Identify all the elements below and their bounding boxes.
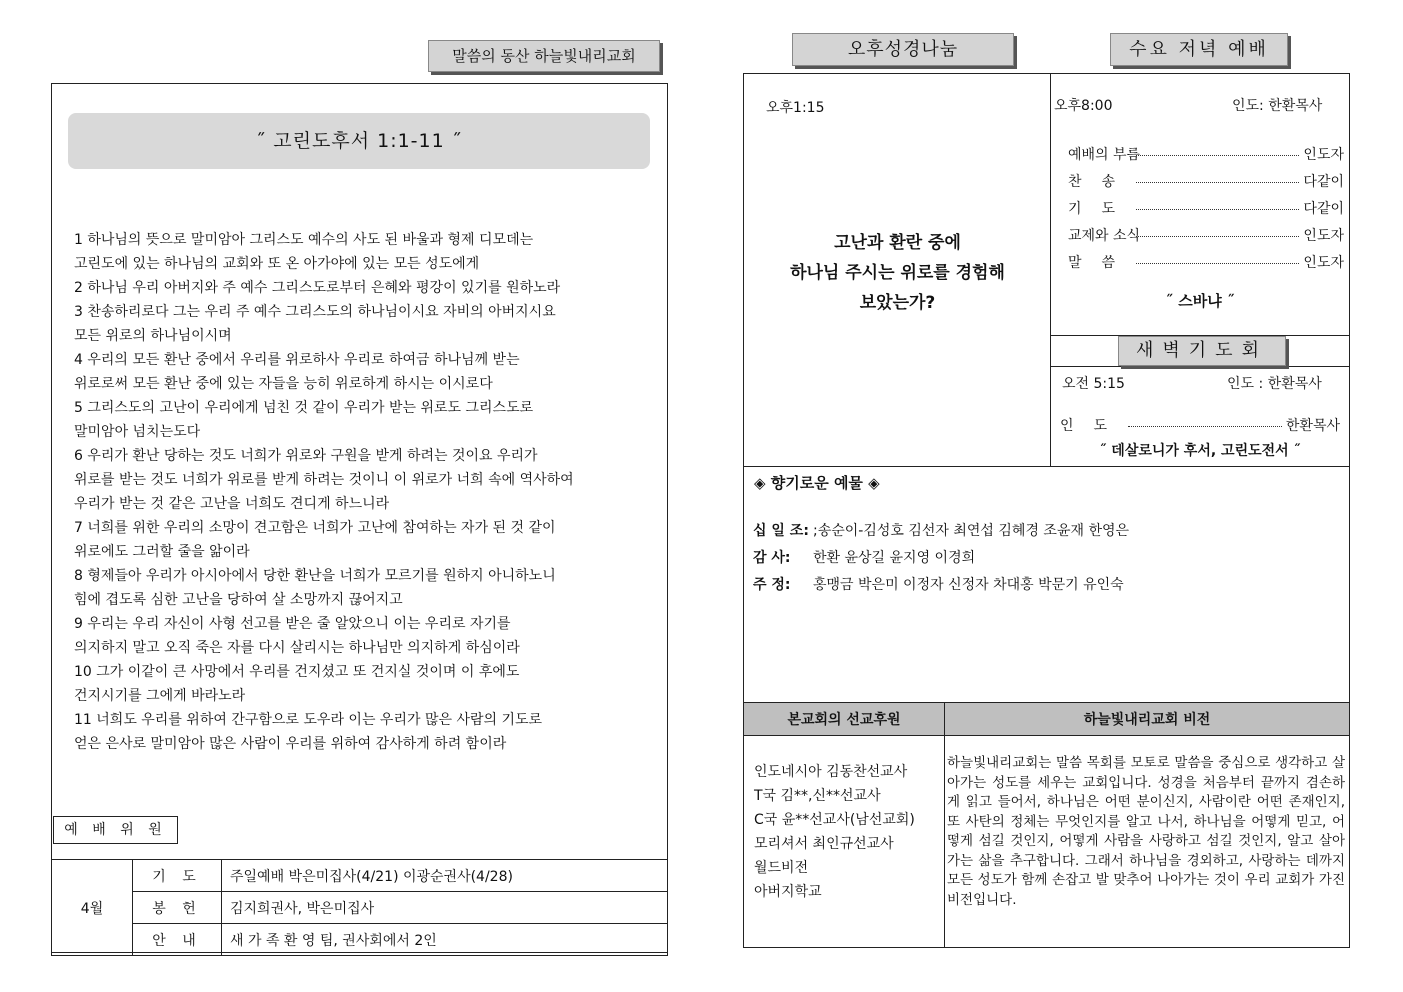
verse-line: 의지하지 말고 오직 죽은 자를 다시 살리시는 하나님만 의지하게 하심이라 — [74, 640, 520, 656]
order-item: 교제와 소식 — [1068, 227, 1141, 244]
verse-line: 7 너희를 위한 우리의 소망이 견고함은 너희가 고난에 참여하는 자가 된 것 같이 — [74, 520, 556, 536]
dawn-prayer-tab: 새벽기도회 — [1118, 336, 1286, 366]
staff-month: 4월 — [52, 860, 133, 956]
wednesday-leader: 인도: 한환목사 — [1232, 98, 1323, 114]
mission-item: 아버지학교 — [754, 884, 822, 900]
order-item: 인도 — [1060, 417, 1128, 434]
verse-line: 6 우리가 환난 당하는 것도 너희가 위로와 구원을 받게 하려는 것이요 우리가 — [74, 448, 538, 464]
offering-label: 십 일 조: — [753, 523, 809, 539]
order-item: 예배의 부름 — [1068, 146, 1141, 163]
verse-line: 고린도에 있는 하나님의 교회와 또 온 아가야에 있는 모든 성도에게 — [74, 256, 480, 272]
wednesday-service-tab: 수요 저녁 예배 — [1110, 33, 1288, 66]
order-row — [1068, 248, 1344, 275]
vision-text: 하늘빛내리교회는 말씀 목회를 모토로 말씀을 중심으로 생각하고 살아가는 성도를 세우는 교회입니다. 성경을 처음부터 끝까지 겸손하게 읽고 들어서, 하나님은 어떤 분이신지, 사람이란 어떤 존재인지, 또 사탄의 정체는 무엇인지를 알고 나서, 하나님을 어떻게 믿고, 어떻게 섬길 것인지, 어떻게 사람을 사랑하고 섬길 것인지, 알고 살아가는 삶을 추구합니다. 그래서 하나님을 경외하고, 사랑하는 데까지 모든 성도가 함께 손잡고 발 맞추어 나아가는 것이 우리 교회가 가진 비전입니다. — [945, 736, 1350, 948]
verse-line: 8 형제들아 우리가 아시아에서 당한 환난을 너희가 모르기를 원하지 아니하노니 — [74, 568, 556, 584]
verse-line: 5 그리스도의 고난이 우리에게 넘친 것 같이 우리가 받는 위로도 그리스도로 — [74, 400, 534, 416]
order-who: 한환목사 — [1285, 417, 1340, 434]
verse-line: 모든 위로의 하나님이시며 — [74, 328, 232, 344]
offering-row — [753, 572, 1343, 599]
mission-item: 월드비전 — [754, 860, 809, 876]
worship-staff-label: 예 배 위 원 — [53, 816, 178, 844]
verse-line: 말미암아 넘치는도다 — [74, 424, 201, 440]
order-who: 인도자 — [1303, 227, 1344, 244]
mission-item: 인도네시아 김동찬선교사 — [754, 764, 908, 780]
wednesday-sermon-book: ˝ 스바냐 ˝ — [1165, 292, 1235, 310]
staff-row — [52, 860, 668, 892]
order-row — [1068, 167, 1344, 194]
offering-names: ;송순이-김성호 김선자 최연섭 김혜경 조윤재 한영은 — [813, 523, 1130, 539]
staff-role: 기 도 — [133, 860, 222, 892]
church-name-tag: 말씀의 동산 하늘빛내리교회 — [428, 40, 660, 72]
verse-line: 4 우리의 모든 환난 중에서 우리를 위로하사 우리로 하여금 하나님께 받는 — [74, 352, 520, 368]
offering-row — [753, 545, 1343, 572]
order-item: 기도 — [1068, 200, 1136, 217]
staff-row — [52, 924, 668, 956]
offering-list — [753, 518, 1343, 599]
verse-line: 위로에도 그러할 줄을 앎이라 — [74, 544, 250, 560]
verse-line: 3 찬송하리로다 그는 우리 주 예수 그리스도의 하나님이시요 자비의 아버지시요 — [74, 304, 556, 320]
verse-line: 1 하나님의 뜻으로 말미암아 그리스도 예수의 사도 된 바울과 형제 디모데는 — [74, 232, 534, 248]
afternoon-bible-tab: 오후성경나눔 — [792, 33, 1014, 66]
order-who: 인도자 — [1303, 146, 1344, 163]
offering-row — [753, 518, 1343, 545]
verse-line: 2 하나님 우리 아버지와 주 예수 그리스도로부터 은혜와 평강이 있기를 원하노라 — [74, 280, 561, 296]
vision-header: 하늘빛내리교회 비전 — [945, 703, 1350, 736]
topic-line: 하나님 주시는 위로를 경험해 — [790, 263, 1005, 283]
missions-list — [744, 736, 945, 948]
dawn-time: 오전 5:15 — [1062, 376, 1125, 392]
missions-header: 본교회의 선교후원 — [744, 703, 945, 736]
worship-staff-table — [51, 859, 668, 956]
afternoon-time: 오후1:15 — [766, 100, 825, 116]
dawn-leader: 인도 : 한환목사 — [1227, 376, 1322, 392]
order-who: 인도자 — [1303, 254, 1344, 271]
order-item: 말씀 — [1068, 254, 1136, 271]
offering-label: 감 사: — [753, 550, 791, 566]
topic-line: 고난과 환란 중에 — [834, 233, 961, 253]
staff-role: 봉 헌 — [133, 892, 222, 924]
order-row — [1068, 194, 1344, 221]
staff-row — [52, 892, 668, 924]
verse-line: 11 너희도 우리를 위하여 간구함으로 도우라 이는 우리가 많은 사람의 기도로 — [74, 712, 543, 728]
mission-item: 모리셔서 최인규선교사 — [754, 836, 894, 852]
order-row — [1068, 221, 1344, 248]
verse-line: 힘에 겹도록 심한 고난을 당하여 살 소망까지 끊어지고 — [74, 592, 403, 608]
topic-line: 보았는가? — [859, 293, 936, 313]
verse-line: 위로를 받는 것도 너희가 위로를 받게 하려는 것이니 이 위로가 너희 속에 역사하여 — [74, 472, 574, 488]
offering-names: 한환 윤상길 윤지영 이경희 — [813, 550, 976, 566]
staff-value: 김지희권사, 박은미집사 — [222, 892, 668, 924]
scripture-verses — [74, 228, 664, 756]
offering-names: 홍맹금 박은미 이정자 신정자 차대홍 박문기 유인숙 — [813, 577, 1124, 593]
section-divider — [743, 466, 1350, 467]
staff-role: 안 내 — [133, 924, 222, 956]
verse-line: 우리가 받는 것 같은 고난을 너희도 견디게 하느니라 — [74, 496, 390, 512]
wednesday-order — [1068, 140, 1344, 275]
verse-line: 10 그가 이같이 큰 사망에서 우리를 건지셨고 또 건지실 것이며 이 후에도 — [74, 664, 520, 680]
verse-line: 위로로써 모든 환난 중에 있는 자들을 능히 위로하게 하시는 이시로다 — [74, 376, 493, 392]
staff-value: 새 가 족 환 영 팀, 권사회에서 2인 — [222, 924, 668, 956]
verse-line: 건지시기를 그에게 바라노라 — [74, 688, 246, 704]
staff-value: 주일예배 박은미집사(4/21) 이광순권사(4/28) — [222, 860, 668, 892]
dawn-order — [1060, 411, 1340, 438]
section-divider — [1050, 366, 1350, 367]
offering-title: ◈ 향기로운 예물 ◈ — [754, 474, 880, 492]
mission-item: C국 윤**선교사(남선교회) — [754, 812, 915, 828]
order-item: 찬송 — [1068, 173, 1136, 190]
afternoon-topic — [745, 228, 1050, 318]
mission-vision-table — [743, 702, 1350, 948]
scripture-title: ˝ 고린도후서 1:1-11 ˝ — [68, 113, 650, 169]
mission-item: T국 김**,신**선교사 — [754, 788, 881, 804]
column-divider — [1050, 73, 1051, 466]
offering-label: 주 정: — [753, 577, 791, 593]
verse-line: 얻은 은사로 말미암아 많은 사람이 우리를 위하여 감사하게 하려 함이라 — [74, 736, 507, 752]
dawn-books: ˝ 데살로니가 후서, 고린도전서 ˝ — [1099, 443, 1301, 459]
order-who: 다같이 — [1303, 173, 1344, 190]
order-row — [1060, 411, 1340, 438]
wednesday-time: 오후8:00 — [1054, 98, 1113, 114]
verse-line: 9 우리는 우리 자신이 사형 선고를 받은 줄 알았으니 이는 우리로 자기를 — [74, 616, 511, 632]
order-who: 다같이 — [1303, 200, 1344, 217]
order-row — [1068, 140, 1344, 167]
